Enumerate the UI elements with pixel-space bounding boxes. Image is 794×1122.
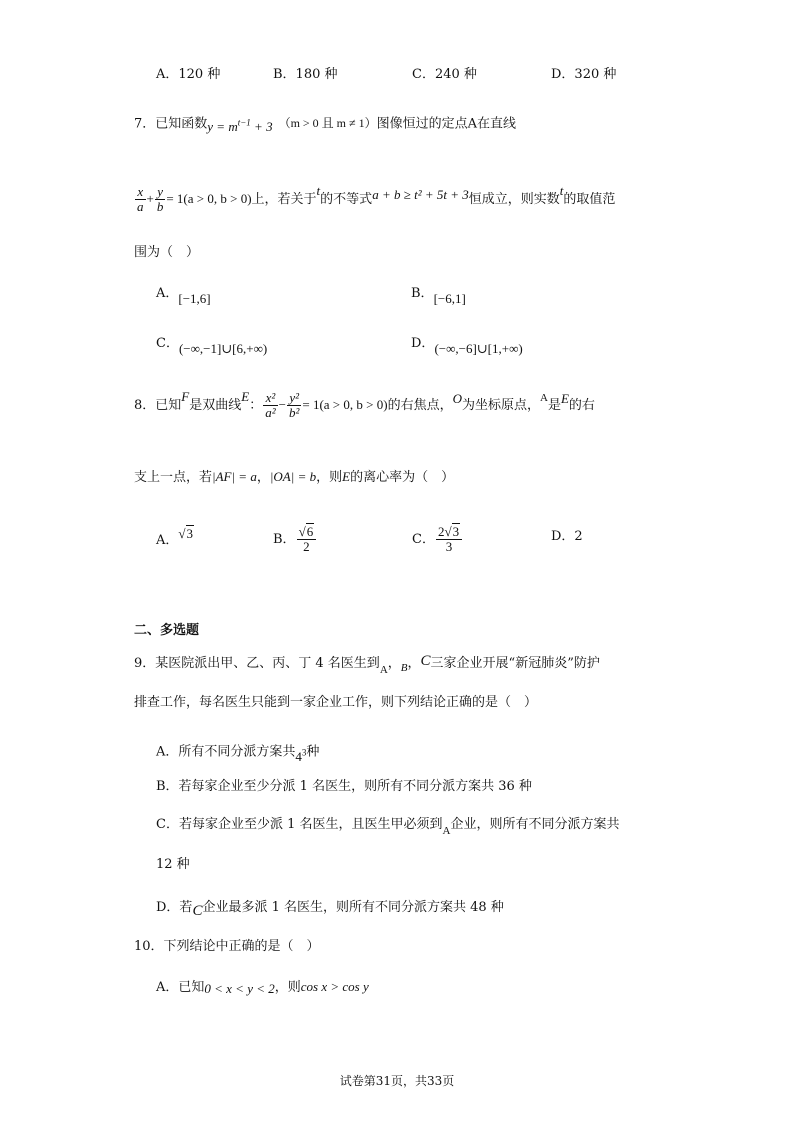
q9-stem-line1: 9．某医院派出甲、乙、丙、丁 4 名医生到$_A$，$_B$，C三家企业开展“新冠肺炎”防护 xyxy=(134,653,600,676)
section-heading-multiple-choice: 二、多选题 xyxy=(134,623,200,638)
q7-option-b: B．[−6,1] xyxy=(411,286,466,306)
q8-hyperbola-condition: = 1(a > 0, b > 0) xyxy=(302,397,388,412)
q9-option-c-line2: 12 种 xyxy=(156,857,190,872)
q6-option-d: D．320 种 xyxy=(551,67,617,82)
q8-option-c: C． $\frac{2√3}{3}$ xyxy=(412,520,463,560)
q7-t-symbol: t xyxy=(316,183,321,198)
q7-inequality: a + b ≥ t² + 5t + 3 xyxy=(372,187,469,202)
q10-stem: 10．下列结论中正确的是（ ） xyxy=(134,939,320,954)
q6-option-b: B．180 种 xyxy=(273,67,338,82)
q7-stem-line2: $\frac{x}{a}$ + $\frac{y}{b}$ = 1(a > 0, b > 0)上，若关于t的不等式a + b ≥ t² + 5t + 3恒成立，则实数t的取值范 xyxy=(137,183,616,214)
q8-option-d: D．2 xyxy=(551,529,583,544)
q9-option-c: C．若每家企业至少派 1 名医生，且医生甲必须到$_A$企业，则所有不同分派方案共 xyxy=(156,817,620,837)
q9-stem-line2: 排查工作，每名医生只能到一家企业工作，则下列结论正确的是（ ） xyxy=(134,695,538,710)
q8-fraction-x2-a2: $\frac{\text{x²}}{\text{a²}}$ xyxy=(265,390,276,420)
q9-option-d: D．若C企业最多派 1 名医生，则所有不同分派方案共 48 种 xyxy=(156,900,504,919)
q10-option-a: A．已知0 < x < y < 2，则cos x > cos y xyxy=(156,979,369,996)
q7-option-a: A．[−1,6] xyxy=(156,286,211,306)
q6-option-a: A．120 种 xyxy=(156,67,221,82)
page-footer: 试卷第31页，共33页 xyxy=(339,1074,455,1088)
q8-oa-condition: |OA| = b xyxy=(269,469,317,484)
q7-condition: （m > 0 且 m ≠ 1） xyxy=(278,116,377,131)
q8-option-b: B． $\frac{√6}{2}$ xyxy=(273,520,317,560)
q8-af-condition: |AF| = a xyxy=(212,469,257,484)
q7-function-formula: $y = m^{t-1} + 3$ xyxy=(207,118,273,135)
q7-line-equation: = 1(a > 0, b > 0) xyxy=(166,191,252,206)
q7-option-d: D．(−∞,−6]∪[1,+∞) xyxy=(411,336,523,356)
q9-option-b: B．若每家企业至少分派 1 名医生，则所有不同分派方案共 36 种 xyxy=(156,779,532,794)
q7-option-c: C．(−∞,−1]∪[6,+∞) xyxy=(156,336,268,356)
q7-fraction-y-b: $\frac{y}{b}$ xyxy=(156,184,164,214)
q8-stem-line2: 支上一点，若|AF| = a，|OA| = b，则E的离心率为（ ） xyxy=(134,469,455,485)
q8-fraction-y2-b2: $\frac{\text{y²}}{\text{b²}}$ xyxy=(288,390,300,420)
q7-t-symbol-2: t xyxy=(559,183,564,198)
q8-option-a: A．√3 xyxy=(156,526,194,548)
q8-stem-line1: 8．已知F是双曲线E： $\frac{\text{x²}}{\text{a²}}$ − $\frac{\text{y²}}{\text{b²}}$ = 1(a > 0, b > 0)的右焦点，O为坐标原点，$^A$是E的右 xyxy=(134,389,595,420)
q7-fraction-x-a: $\frac{x}{a}$ xyxy=(137,184,144,214)
q7-stem-line1: 7．已知函数$y = m^{t-1} + 3$ （m > 0 且 m ≠ 1）图像恒过的定点A在直线 xyxy=(134,116,516,135)
q9-option-a: A．所有不同分派方案共$4^3$种 xyxy=(156,744,320,765)
q7-stem-line3: 围为（ ） xyxy=(134,245,200,260)
q6-option-c: C．240 种 xyxy=(412,67,477,82)
